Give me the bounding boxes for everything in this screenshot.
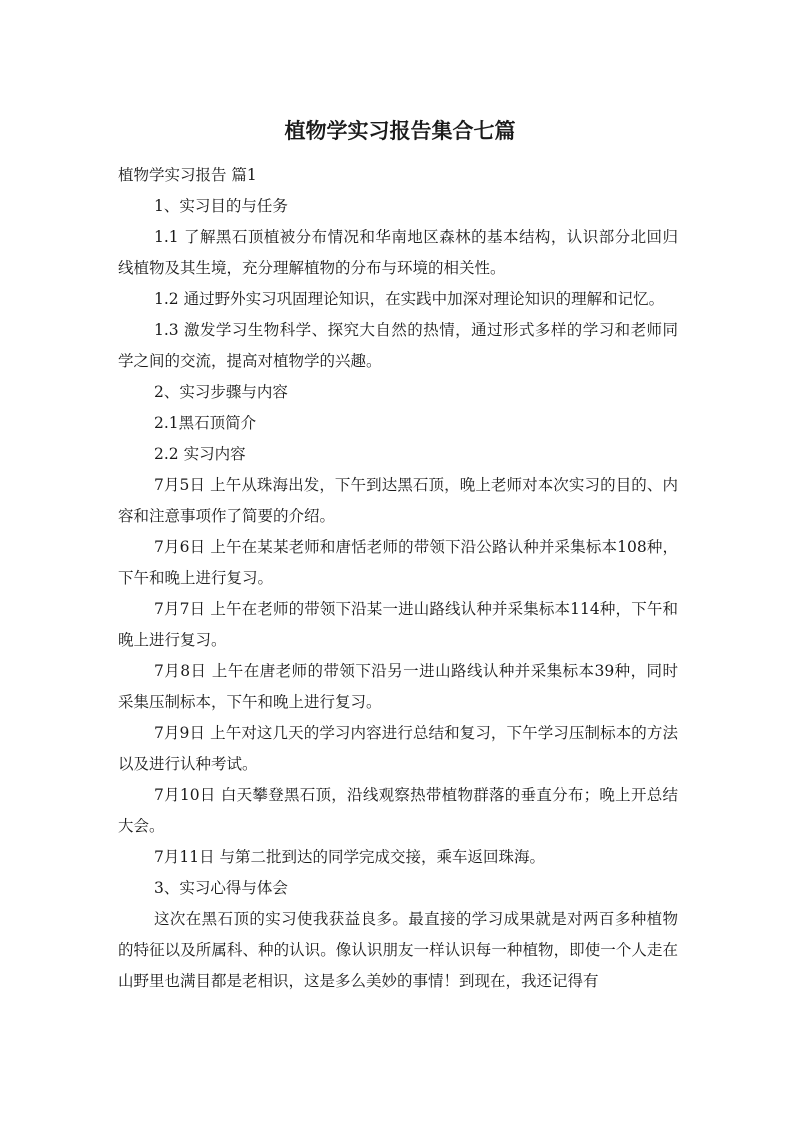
paragraph-july-11: 7月11日 与第二批到达的同学完成交接，乘车返回珠海。 — [154, 848, 546, 866]
paragraph-section-heading: 植物学实习报告 篇1 — [118, 166, 257, 184]
paragraph-july-6: 7月6日 上午在某某老师和唐恬老师的带领下沿公路认种并采集标本108种，下午和晚上进行复习。 — [118, 538, 678, 587]
paragraph-1-1: 1.1 了解黑石顶植被分布情况和华南地区森林的基本结构，认识部分北回归线植物及其生境，充分理解植物的分布与环境的相关性。 — [118, 228, 678, 277]
paragraph-july-8: 7月8日 上午在唐老师的带领下沿另一进山路线认种并采集标本39种，同时采集压制标本，下午和晚上进行复习。 — [118, 662, 678, 711]
paragraph-2-1: 2.1黑石顶简介 — [154, 414, 257, 432]
paragraph-july-9: 7月9日 上午对这几天的学习内容进行总结和复习，下午学习压制标本的方法以及进行认种考试。 — [118, 724, 678, 773]
paragraph-1-3: 1.3 激发学习生物科学、探究大自然的热情，通过形式多样的学习和老师同学之间的交流，提高对植物学的兴趣。 — [118, 321, 678, 370]
paragraph-heading-reflection: 3、实习心得与体会 — [154, 879, 288, 897]
paragraph-july-10: 7月10日 白天攀登黑石顶，沿线观察热带植物群落的垂直分布；晚上开总结大会。 — [118, 786, 678, 835]
paragraph-heading-purpose: 1、实习目的与任务 — [154, 197, 288, 215]
document-body — [118, 160, 678, 997]
paragraph-july-5: 7月5日 上午从珠海出发，下午到达黑石顶，晚上老师对本次实习的目的、内容和注意事项作了简要的介绍。 — [118, 476, 678, 525]
paragraph-2-2: 2.2 实习内容 — [154, 445, 246, 463]
paragraph-reflection-body: 这次在黑石顶的实习使我获益良多。最直接的学习成果就是对两百多种植物的特征以及所属科、种的认识。像认识朋友一样认识每一种植物，即使一个人走在山野里也满目都是老相识，这是多么美妙的事情！到现在，我还记得有 — [118, 910, 678, 990]
paragraph-heading-steps: 2、实习步骤与内容 — [154, 383, 288, 401]
paragraph-1-2: 1.2 通过野外实习巩固理论知识，在实践中加深对理论知识的理解和记忆。 — [154, 290, 665, 308]
document-title: 植物学实习报告集合七篇 — [284, 119, 516, 143]
paragraph-july-7: 7月7日 上午在老师的带领下沿某一进山路线认种并采集标本114种，下午和晚上进行复习。 — [118, 600, 678, 649]
